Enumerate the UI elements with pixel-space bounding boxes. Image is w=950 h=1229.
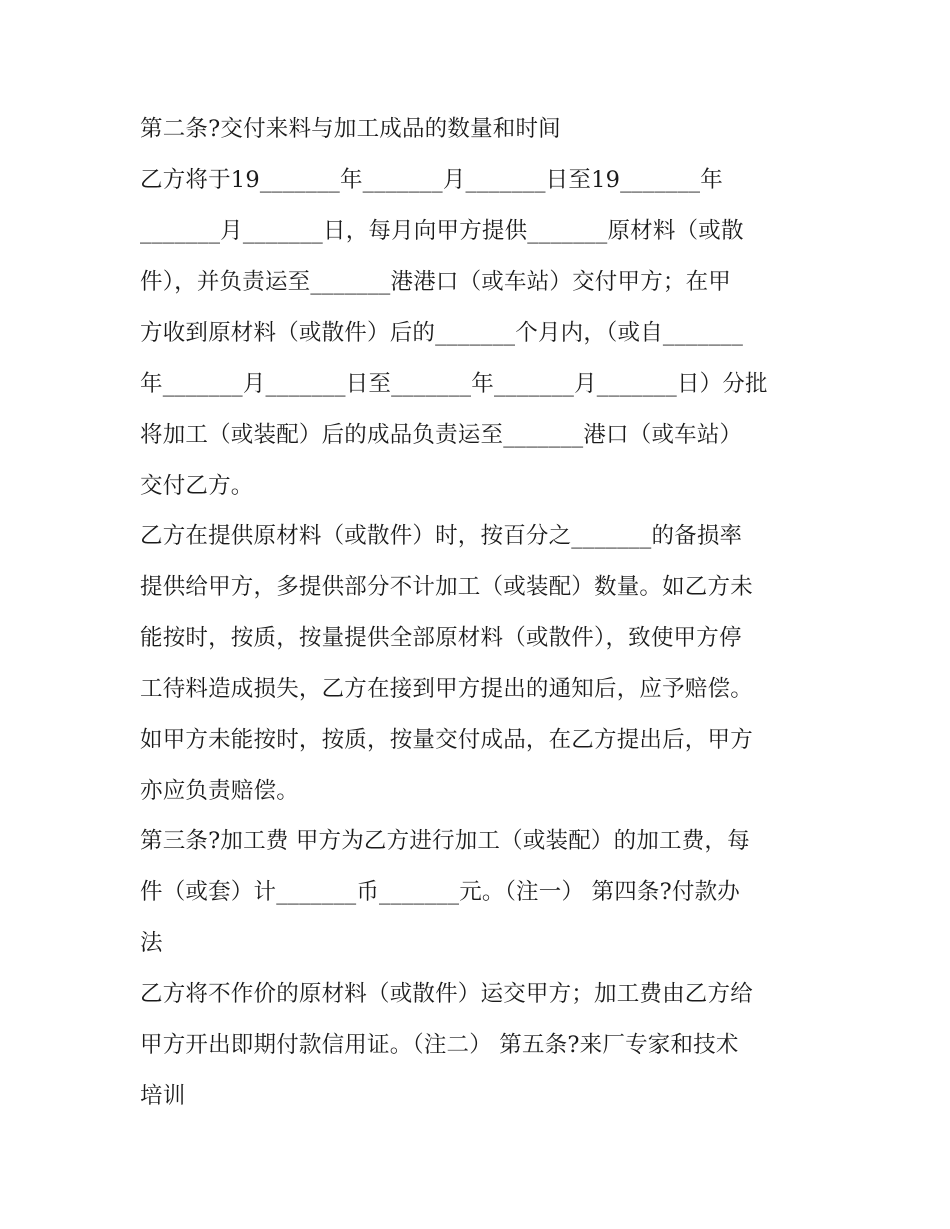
- body-line: 培训: [140, 1083, 186, 1109]
- body-line: 乙方将于19_______年_______月_______日至19_______年: [140, 167, 723, 193]
- body-line: 件（或套）计_______币_______元。（注一） 第四条?付款办: [140, 879, 740, 905]
- body-line: 乙方将不作价的原材料（或散件）运交甲方；加工费由乙方给: [140, 981, 753, 1007]
- body-line: 将加工（或装配）后的成品负责运至_______港口（或车站）: [140, 422, 743, 448]
- body-line: 甲方开出即期付款信用证。（注二） 第五条?来厂专家和技术: [140, 1032, 739, 1058]
- body-line: 提供给甲方，多提供部分不计加工（或装配）数量。如乙方未: [140, 574, 753, 600]
- body-line: 工待料造成损失，乙方在接到甲方提出的通知后，应予赔偿。: [140, 676, 753, 702]
- body-line: _______月_______日，每月向甲方提供_______原材料（或散: [140, 218, 744, 244]
- body-line: 能按时，按质，按量提供全部原材料（或散件），致使甲方停: [140, 625, 742, 651]
- clause-2-heading: 第二条?交付来料与加工成品的数量和时间: [140, 116, 561, 142]
- body-line: 方收到原材料（或散件）后的_______个月内，（或自_______: [140, 320, 744, 346]
- body-line: 法: [140, 930, 163, 956]
- body-line: 乙方在提供原材料（或散件）时，按百分之_______的备损率: [140, 523, 743, 549]
- body-line: 年_______月_______日至_______年_______月_______日）分批: [140, 371, 768, 397]
- body-line: 件），并负责运至_______港港口（或车站）交付甲方；在甲: [140, 269, 732, 295]
- body-line: 如甲方未能按时，按质，按量交付成品，在乙方提出后，甲方: [140, 727, 753, 753]
- body-line: 交付乙方。: [140, 473, 254, 499]
- body-line: 亦应负责赔偿。: [140, 778, 299, 804]
- clause-3-line: 第三条?加工费 甲方为乙方进行加工（或装配）的加工费，每: [140, 828, 750, 854]
